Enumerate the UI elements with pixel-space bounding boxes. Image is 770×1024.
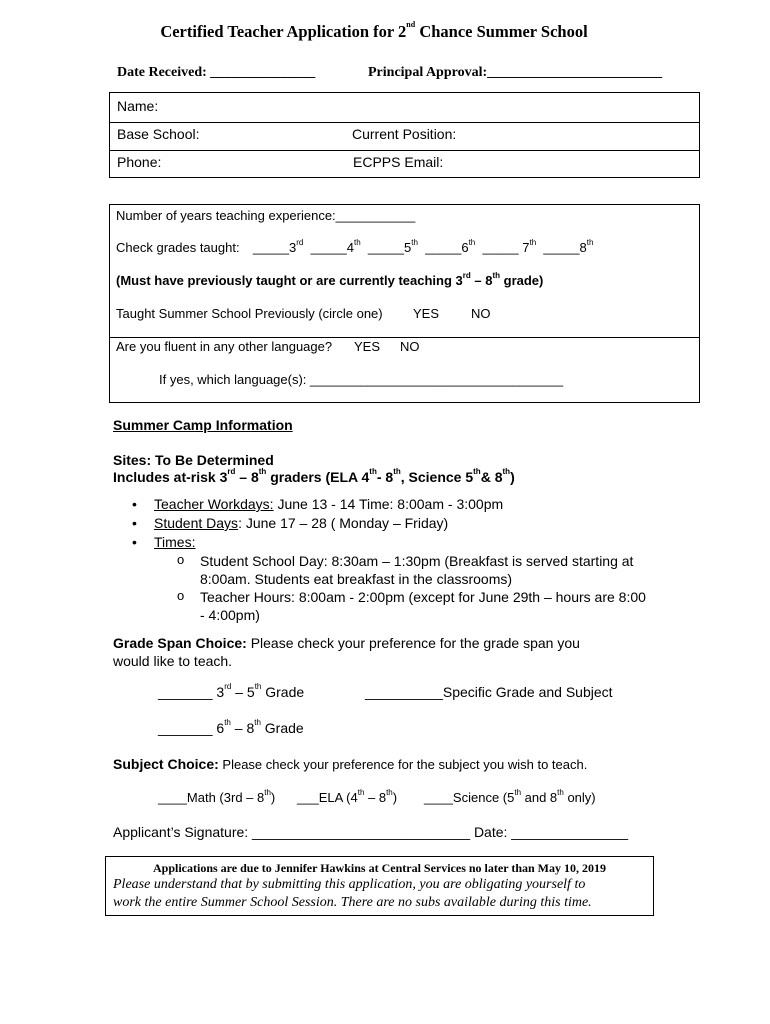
science-option[interactable]: ____Science (5th and 8th only) [424, 788, 596, 805]
math-option[interactable]: ____Math (3rd – 8th) [158, 788, 276, 805]
teacher-hours-item: Teacher Hours: 8:00am - 2:00pm (except for June 29th – hours are 8:00 - 4:00pm) [200, 589, 646, 623]
teacher-workdays-item: Teacher Workdays: June 13 - 14 Time: 8:00am - 3:00pm [154, 496, 504, 512]
bullet-icon: • [132, 515, 137, 531]
email-field[interactable]: ECPPS Email: [353, 154, 444, 170]
grade-requirement-note: (Must have previously taught or are currently teaching 3rd – 8th grade) [116, 271, 544, 288]
fluent-language-label: Are you fluent in any other language? [116, 339, 333, 354]
phone-field[interactable]: Phone: [117, 154, 162, 170]
student-days-item: Student Days: June 17 – 28 ( Monday – Friday) [154, 515, 449, 531]
date-received-field[interactable]: Date Received: _______________ [117, 65, 316, 80]
grades-taught-row: Check grades taught: _____3rd _____4th _____5th _____6th _____ 7th _____8th [116, 238, 594, 255]
grade-span-6-8-option[interactable]: _______ 6th – 8th Grade [158, 718, 304, 736]
grade-span-3-5-option[interactable]: _______ 3rd – 5th Grade [158, 682, 305, 700]
summer-yes-option[interactable]: YES [413, 306, 440, 321]
grade-5-check[interactable]: _____5th [367, 238, 418, 255]
page-title: Certified Teacher Application for 2nd Chance Summer School [160, 20, 588, 41]
fluent-no-option[interactable]: NO [400, 339, 420, 354]
which-language-field[interactable]: If yes, which language(s): ___________________________________ [159, 372, 564, 387]
deadline-note-box [105, 856, 654, 916]
experience-box [109, 204, 700, 403]
student-school-day-item: Student School Day: 8:30am – 1:30pm (Breakfast is served starting at 8:00am. Students eat breakfast in the classrooms) [200, 553, 634, 587]
fluent-yes-option[interactable]: YES [354, 339, 381, 354]
years-experience-field[interactable]: Number of years teaching experience:___________ [116, 208, 416, 223]
ela-option[interactable]: ___ELA (4th – 8th) [297, 788, 398, 805]
subject-choice-section: Subject Choice: Please check your preference for the subject you wish to teach. [113, 756, 588, 772]
name-field[interactable]: Name: [117, 98, 159, 114]
grade-8-check[interactable]: _____8th [543, 238, 594, 255]
sites-text: Sites: To Be Determined [113, 452, 274, 468]
base-school-field[interactable]: Base School: [117, 126, 200, 142]
grade-3-check[interactable]: _____3rd [252, 238, 304, 255]
grade-6-check[interactable]: _____6th [425, 238, 476, 255]
includes-text: Includes at-risk 3rd – 8th graders (ELA 4th- 8th, Science 5th& 8th) [113, 467, 515, 485]
obligation-text-1: Please understand that by submitting this application, you are obligating yourself to [113, 877, 586, 892]
grade-7-check[interactable]: _____ 7th [482, 238, 537, 255]
applicant-info-box [109, 92, 700, 178]
summer-previously-label: Taught Summer School Previously (circle one) [116, 306, 383, 321]
bullet-icon: • [132, 534, 137, 550]
obligation-text-2: work the entire Summer School Session. There are no subs available during this time. [113, 895, 592, 910]
deadline-text: Applications are due to Jennifer Hawkins at Central Services no later than May 10, 2019 [153, 861, 606, 875]
summer-no-option[interactable]: NO [471, 306, 491, 321]
circle-bullet-icon: o [177, 552, 185, 567]
circle-bullet-icon: o [177, 588, 185, 603]
specific-grade-option[interactable]: __________Specific Grade and Subject [365, 684, 613, 700]
principal-approval-field[interactable]: Principal Approval:_________________________ [368, 65, 663, 80]
bullet-icon: • [132, 496, 137, 512]
times-item: Times: [154, 534, 196, 550]
signature-date-field[interactable]: Applicant’s Signature: ____________________________ Date: _______________ [113, 824, 629, 840]
grade-4-check[interactable]: _____4th [310, 238, 361, 255]
summer-camp-heading: Summer Camp Information [113, 417, 293, 433]
grade-span-section: Grade Span Choice: Please check your preference for the grade span you would like to teach. [113, 635, 580, 669]
current-position-field[interactable]: Current Position: [352, 126, 457, 142]
